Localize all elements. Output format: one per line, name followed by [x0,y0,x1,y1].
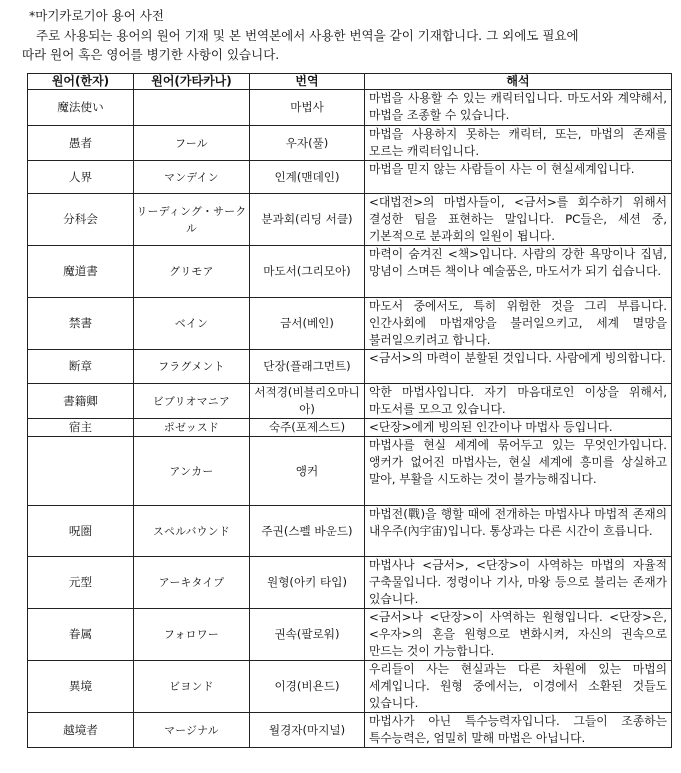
explanation-cell: 마법사나 <금서>, <단장>이 사역하는 마법의 자율적 구축물입니다. 정령이나 기사, 마왕 등으로 불리는 존재가 있습니다. [365,557,672,609]
table-row [28,661,672,713]
katakana-cell: フール [134,126,250,161]
explanation-cell: 마도서 중에서도, 특히 위험한 것을 그리 부릅니다. 인간사회에 마법재앙을 불러일으키고, 세계 멸망을 불러일으키려고 합니다. [365,298,672,350]
translation-cell: 주권(스펠 바운드) [250,506,365,557]
katakana-cell: アンカー [134,437,250,506]
kanji-cell: 愚者 [28,126,134,161]
table-row [28,246,672,298]
translation-cell: 인계(맨데인) [250,161,365,194]
translation-cell: 월경자(마지널) [250,713,365,748]
translation-cell: 서적경(비블리오마니아) [250,384,365,419]
header-explanation: 해석 [365,74,672,90]
table-row [28,609,672,661]
explanation-cell: 악한 마법사입니다. 자기 마음대로인 이상을 위해서, 마도서를 모으고 있습니다. [365,384,672,419]
explanation-cell: 마법전(戰)을 행할 때에 전개하는 마법사나 마법적 존재의 내우주(內宇宙)입니다. 통상과는 다른 시간이 흐릅니다. [365,506,672,557]
kanji-cell: 分科会 [28,194,134,246]
intro-paragraph [22,26,670,64]
kanji-cell: 眷属 [28,609,134,661]
kanji-cell: 異境 [28,661,134,713]
katakana-cell: ポゼッスド [134,419,250,437]
kanji-cell: 魔法使い [28,90,134,126]
katakana-cell: マージナル [134,713,250,748]
table-row [28,194,672,246]
table-row [28,126,672,161]
explanation-cell: <금서>나 <단장>이 사역하는 원형입니다. <단장>은, <우자>의 혼을 원형으로 변화시켜, 자신의 권속으로 만드는 것이 가능합니다. [365,609,672,661]
kanji-cell: 禁書 [28,298,134,350]
table-row [28,713,672,748]
kanji-cell: 元型 [28,557,134,609]
explanation-cell: 마법을 믿지 않는 사람들이 사는 이 현실세계입니다. [365,161,672,194]
kanji-cell: 断章 [28,350,134,384]
explanation-cell: 마법사가 아닌 특수능력자입니다. 그들이 조종하는 특수능력은, 엄밀히 말해 마법은 아닙니다. [365,713,672,748]
table-row [28,90,672,126]
header-translation: 번역 [250,74,365,90]
kanji-cell: 書籍卿 [28,384,134,419]
katakana-cell: フォロワー [134,609,250,661]
kanji-cell: 宿主 [28,419,134,437]
table-row [28,506,672,557]
explanation-cell: 우리들이 사는 현실과는 다른 차원에 있는 마법의 세계입니다. 원형 중에서는, 이경에서 소환된 것들도 있습니다. [365,661,672,713]
explanation-cell: 마법을 사용하지 못하는 캐릭터, 또는, 마법의 존재를 모르는 캐릭터입니다. [365,126,672,161]
table-row [28,298,672,350]
table-row [28,350,672,384]
kanji-cell: 越境者 [28,713,134,748]
intro-line: 주로 사용되는 용어의 원어 기재 및 본 번역본에서 사용한 번역을 같이 기재합니다. 그 외에도 필요에 [36,28,579,43]
kanji-cell: 呪圏 [28,506,134,557]
translation-cell: 이경(비욘드) [250,661,365,713]
translation-cell: 앵커 [250,437,365,506]
header-kanji: 원어(한자) [28,74,134,90]
explanation-cell: 마력이 숨겨진 <책>입니다. 사람의 강한 욕망이나 집념, 망념이 스며든 책이나 예술품은, 마도서가 되기 쉽습니다. [365,246,672,298]
translation-cell: 권속(팔로워) [250,609,365,661]
translation-cell: 우자(풀) [250,126,365,161]
translation-cell: 금서(베인) [250,298,365,350]
katakana-cell: グリモア [134,246,250,298]
explanation-cell: <대법전>의 마법사들이, <금서>를 회수하기 위해서 결성한 팀을 표현하는 말입니다. PC들은, 세션 중, 기본적으로 분과회의 일원이 됩니다. [365,194,672,246]
explanation-cell: <단장>에게 빙의된 인간이나 마법사 등입니다. [365,419,672,437]
table-header-row [28,74,672,90]
table-row [28,437,672,506]
explanation-cell: 마법사를 현실 세계에 묶어두고 있는 무엇인가입니다. 앵커가 없어진 마법사는, 현실 세계에 흥미를 상실하고 말아, 부활을 시도하는 것이 불가능해집니다. [365,437,672,506]
explanation-cell: 마법을 사용할 수 있는 캐릭터입니다. 마도서와 계약해서, 마법을 조종할 수 있습니다. [365,90,672,126]
header-katakana: 원어(가타카나) [134,74,250,90]
translation-cell: 마도서(그리모아) [250,246,365,298]
translation-cell: 숙주(포제스드) [250,419,365,437]
document-title: *마기카로기아 용어 사전 [29,8,164,23]
katakana-cell: フラグメント [134,350,250,384]
katakana-cell [134,90,250,126]
intro-line: 따라 원어 혹은 영어를 병기한 사항이 있습니다. [22,47,280,62]
katakana-cell: リーディング・サークル [134,194,250,246]
katakana-cell: アーキタイプ [134,557,250,609]
table-row [28,384,672,419]
kanji-cell [28,437,134,506]
table-row [28,557,672,609]
explanation-cell: <금서>의 마력이 분할된 것입니다. 사람에게 빙의합니다. [365,350,672,384]
translation-cell: 단장(플래그먼트) [250,350,365,384]
katakana-cell: ビヨンド [134,661,250,713]
kanji-cell: 魔道書 [28,246,134,298]
katakana-cell: スペルバウンド [134,506,250,557]
katakana-cell: マンデイン [134,161,250,194]
kanji-cell: 人界 [28,161,134,194]
translation-cell: 원형(아키 타입) [250,557,365,609]
katakana-cell: ベイン [134,298,250,350]
katakana-cell: ビブリオマニア [134,384,250,419]
table-body [28,90,672,748]
translation-cell: 분과회(리딩 서클) [250,194,365,246]
translation-cell: 마법사 [250,90,365,126]
table-row [28,419,672,437]
table-row [28,161,672,194]
glossary-table [27,73,672,748]
